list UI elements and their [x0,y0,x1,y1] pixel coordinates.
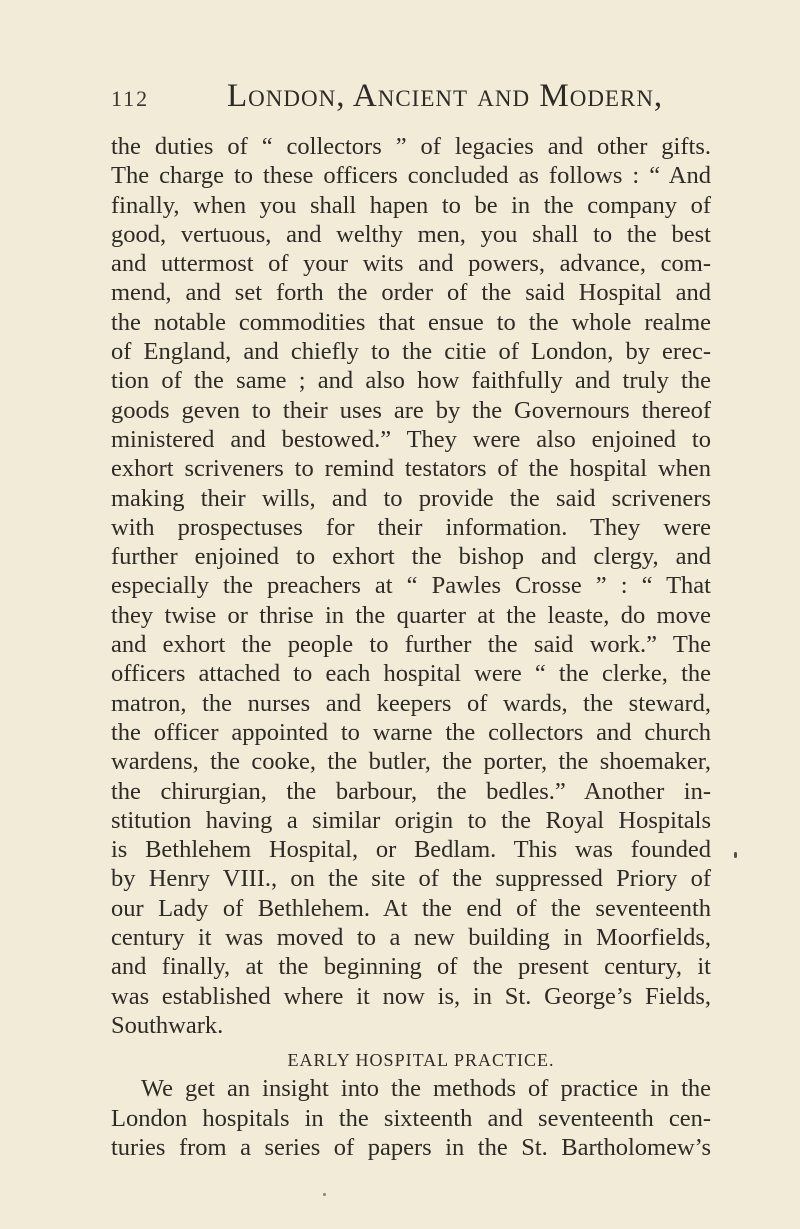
text-line: Southwark. [111,1011,224,1039]
running-title: London, Ancient and Modern, [227,78,664,114]
text-line: making their wills, and to provide the said scriveners [111,484,711,512]
text-line: goods geven to their uses are by the Governours thereof [111,396,711,424]
paragraph-main [111,132,711,1040]
text-line: London hospitals in the sixteenth and seventeenth cen- [111,1104,711,1132]
text-line: turies from a series of papers in the St. Bartholomew’s [111,1133,711,1161]
text-line: the chirurgian, the barbour, the bedles.” Another in- [111,777,711,805]
text-line: was established where it now is, in St. George’s Fields, [111,982,711,1010]
body-text [111,132,711,1162]
text-line: century it was moved to a new building in Moorfields, [111,924,711,952]
text-line: the notable commodities that ensue to the whole realme [111,308,711,336]
print-speck [734,852,737,858]
text-line: the officer appointed to warne the collectors and church [111,718,711,746]
text-line: is Bethlehem Hospital, or Bedlam. This was founded [111,836,711,864]
text-line: tion of the same ; and also how faithfully and truly the [111,367,711,395]
text-line: further enjoined to exhort the bishop and clergy, and [111,543,711,571]
text-line: the duties of “ collectors ” of legacies and other gifts. [111,133,711,160]
paragraph-practice [111,1074,711,1162]
text-line: and exhort the people to further the said work.” The [111,631,711,659]
text-line: they twise or thrise in the quarter at the leaste, do move [111,601,711,629]
text-line: stitution having a similar origin to the Royal Hospitals [111,806,711,834]
text-line: mend, and set forth the order of the said Hospital and [111,279,711,307]
text-line: especially the preachers at “ Pawles Crosse ” : “ That [111,572,711,600]
text-line: The charge to these officers concluded as follows : “ And [111,162,711,190]
text-line: our Lady of Bethlehem. At the end of the seventeenth [111,894,711,922]
text-line: with prospectuses for their information. They were [111,513,711,541]
print-smudge [323,1193,326,1196]
page-header [111,78,711,118]
text-line: of England, and chiefly to the citie of London, by erec- [111,338,711,366]
text-line: matron, the nurses and keepers of wards, the steward, [111,689,711,717]
text-line: by Henry VIII., on the site of the suppressed Priory of [111,865,711,893]
text-line: officers attached to each hospital were “ the clerke, the [111,660,711,688]
text-line: finally, when you shall hapen to be in the company of [111,191,711,219]
text-line: ministered and bestowed.” They were also enjoined to [111,425,711,453]
text-line: and finally, at the beginning of the present century, it [111,953,711,981]
text-line: We get an insight into the methods of practice in the [141,1075,711,1103]
page-number: 112 [111,86,150,111]
section-subheading: EARLY HOSPITAL PRACTICE. [287,1050,555,1071]
text-line: good, vertuous, and welthy men, you shall to the best [111,220,711,248]
text-line: and uttermost of your wits and powers, advance, com- [111,250,711,278]
text-line: wardens, the cooke, the butler, the porter, the shoemaker, [111,748,711,776]
text-line: exhort scriveners to remind testators of the hospital when [111,455,711,483]
